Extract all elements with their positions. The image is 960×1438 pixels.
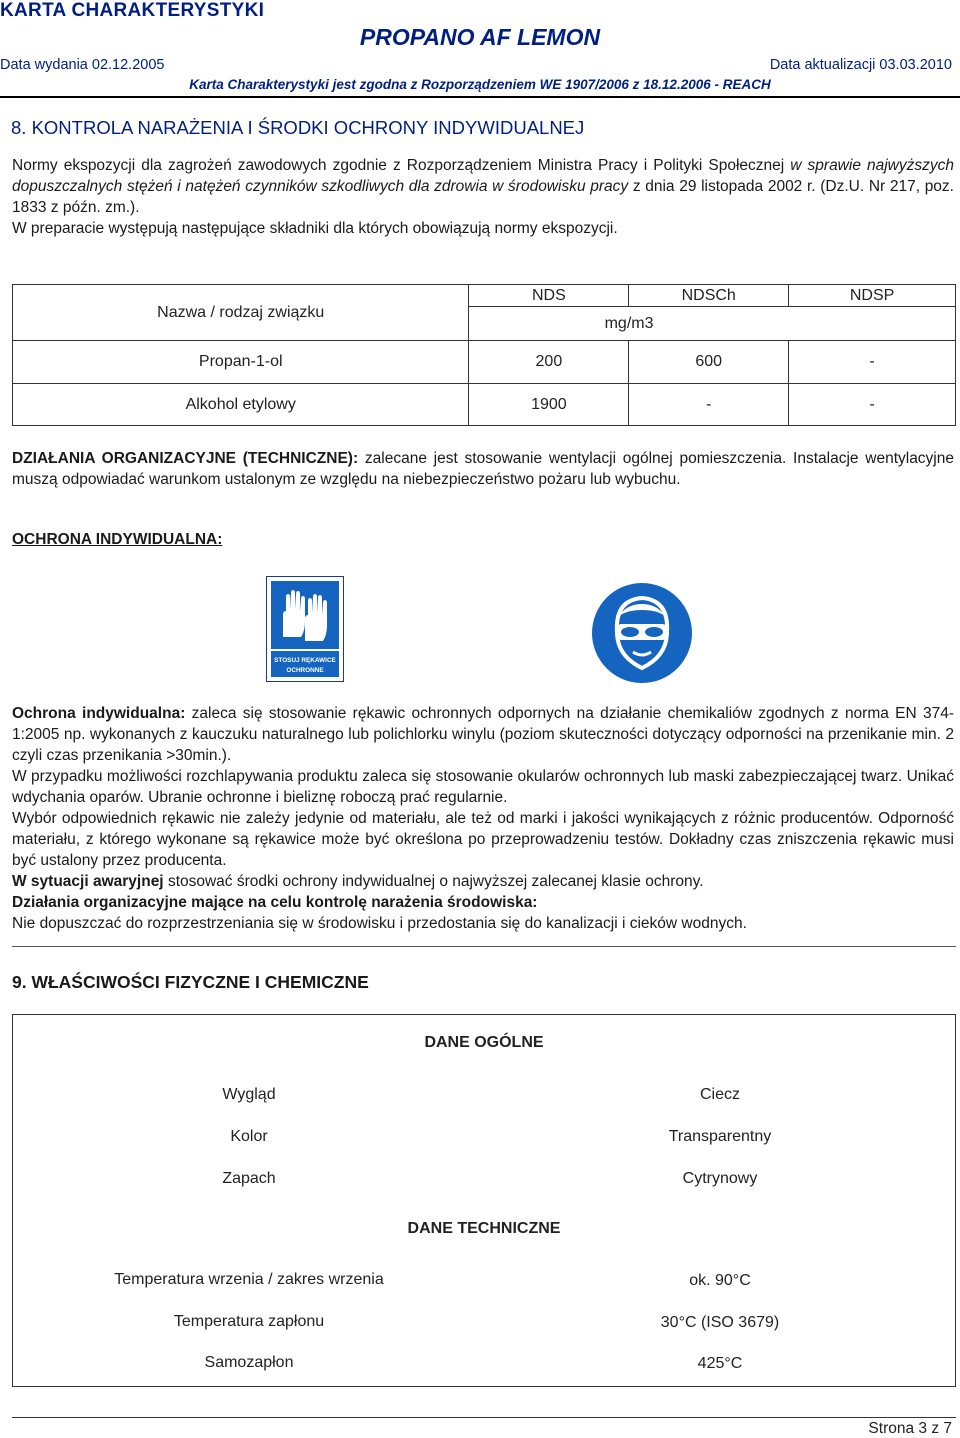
exposure-limits-table xyxy=(12,284,956,426)
gloves-text: zaleca się stosowanie rękawic ochronnych odpornych na działanie chemikaliów zgodnych z norma EN 374-1:2005 np. wykonanych z kauczuku naturalnego lub polichlorku winylu (poziom skuteczności dotyczący odporności na przenikanie min. 2 czyli czas przenikania >30min.). xyxy=(12,705,954,764)
nds-value: 1900 xyxy=(469,384,629,426)
property-value: 30°C (ISO 3679) xyxy=(660,1314,780,1331)
ndsp-value: - xyxy=(789,341,956,384)
general-data-heading: DANE OGÓLNE xyxy=(424,1034,544,1051)
norms-lead: Normy ekspozycji dla zagrożeń zawodowych zgodnie z Rozporządzeniem Ministra Pracy i Polityki Społecznej xyxy=(12,157,785,174)
property-label: Samozapłon xyxy=(204,1354,294,1371)
doc-type-title: KARTA CHARAKTERYSTYKI xyxy=(0,0,265,21)
emergency-text: stosować środki ochrony indywidualnej o najwyższej zalecanej klasie ochrony. xyxy=(167,873,704,890)
gloves-paragraph xyxy=(12,703,954,766)
environment-heading: Działania organizacyjne mające na celu kontrolę narażenia środowiska: xyxy=(12,894,538,911)
personal-protection-heading: OCHRONA INDYWIDUALNA: xyxy=(12,531,223,548)
col-header-name: Nazwa / rodzaj związku xyxy=(13,285,469,341)
product-name: PROPANO AF LEMON xyxy=(359,24,601,50)
organizational-label: DZIAŁANIA ORGANIZACYJNE (TECHNICZNE): xyxy=(12,450,359,467)
emergency-paragraph xyxy=(12,871,954,892)
section-divider xyxy=(12,946,956,947)
property-label: Wygląd xyxy=(222,1086,276,1103)
norms-tail: z dnia 29 listopada 2002 r. (Dz.U. Nr 217, poz. 1833 z późn. zm.). xyxy=(12,178,954,216)
gloves-icon xyxy=(267,577,343,681)
issue-date: Data wydania 02.12.2005 xyxy=(0,57,165,73)
goggles-icon xyxy=(591,582,693,684)
property-value: ok. 90°C xyxy=(689,1272,751,1289)
property-label: Temperatura wrzenia / zakres wrzenia xyxy=(114,1271,384,1288)
nds-value: 200 xyxy=(469,341,629,384)
unit-label: mg/m3 xyxy=(469,307,789,341)
glove-sign-line2: OCHRONNE xyxy=(286,667,324,674)
ndsch-value: - xyxy=(629,384,789,426)
ndsp-value: - xyxy=(789,384,956,426)
col-header-nds: NDS xyxy=(469,285,629,307)
page-number: Strona 3 z 7 xyxy=(868,1420,952,1437)
protective-gloves-sign xyxy=(266,576,344,682)
property-value: Cytrynowy xyxy=(682,1170,758,1187)
environment-text: Nie dopuszczać do rozprzestrzeniania się w środowisku i przedostania się do kanalizacji i cieków wodnych. xyxy=(12,915,747,932)
property-value: 425°C xyxy=(697,1355,743,1372)
property-value: Ciecz xyxy=(699,1086,740,1103)
norms-paragraph xyxy=(12,155,954,218)
splash-paragraph: W przypadku możliwości rozchlapywania produktu zaleca się stosowanie okularów ochronnych lub maski zabezpieczającej twarz. Unikać wdychania oparów. Ubranie ochronne i bieliznę roboczą prać regularnie. xyxy=(12,768,954,806)
technical-data-heading: DANE TECHNICZNE xyxy=(407,1220,561,1237)
col-header-ndsch: NDSCh xyxy=(629,285,789,307)
header-divider xyxy=(0,96,960,98)
organizational-measures xyxy=(12,448,954,490)
update-date: Data aktualizacji 03.03.2010 xyxy=(769,57,952,73)
table-row xyxy=(13,341,956,384)
physical-chemical-properties-box xyxy=(12,1014,956,1387)
section-9-title: 9. WŁAŚCIWOŚCI FIZYCZNE I CHEMICZNE xyxy=(12,972,369,992)
section-8-title: 8. KONTROLA NARAŻENIA I ŚRODKI OCHRONY INDYWIDUALNEJ xyxy=(11,117,585,138)
property-label: Zapach xyxy=(222,1170,276,1187)
substance-name: Alkohol etylowy xyxy=(13,384,469,426)
eye-protection-sign xyxy=(591,582,693,684)
norms-regulation-title: w sprawie najwyższych dopuszczalnych stężeń i natężeń czynników szkodliwych dla zdrowia w środowisku pracy xyxy=(12,157,954,195)
substance-name: Propan-1-ol xyxy=(13,341,469,384)
personal-protection-text xyxy=(12,703,954,934)
col-header-ndsp: NDSP xyxy=(789,285,956,307)
footer-divider xyxy=(12,1417,956,1418)
emergency-label: W sytuacji awaryjnej xyxy=(12,873,164,890)
glove-selection-paragraph: Wybór odpowiednich rękawic nie zależy jedynie od materiału, ale też od marki i jakości wynikających z różnic producentów. Odporność materiału, z którego wykonane są rękawice może być określona po przeprowadzeniu testów. Dokładny czas zniszczenia rękawic musi być ustalony przez producenta. xyxy=(12,810,954,869)
property-value: Transparentny xyxy=(668,1128,772,1145)
property-label: Temperatura zapłonu xyxy=(173,1313,325,1330)
property-label: Kolor xyxy=(230,1128,268,1145)
ndsch-value: 600 xyxy=(629,341,789,384)
exposure-intro: W preparacie występują następujące składniki dla których obowiązują normy ekspozycji. xyxy=(12,220,618,237)
organizational-text: zalecane jest stosowanie wentylacji ogólnej pomieszczenia. Instalacje wentylacyjne muszą odpowiadać warunkom ustalonym ze względu na niebezpieczeństwo pożaru lub wybuchu. xyxy=(12,450,954,488)
regulation-note: Karta Charakterystyki jest zgodna z Rozporządzeniem WE 1907/2006 z 18.12.2006 - REACH xyxy=(189,77,771,92)
personal-protection-label: Ochrona indywidualna: xyxy=(12,705,186,722)
table-row xyxy=(13,384,956,426)
glove-sign-line1: STOSUJ RĘKAWICE xyxy=(274,657,336,664)
